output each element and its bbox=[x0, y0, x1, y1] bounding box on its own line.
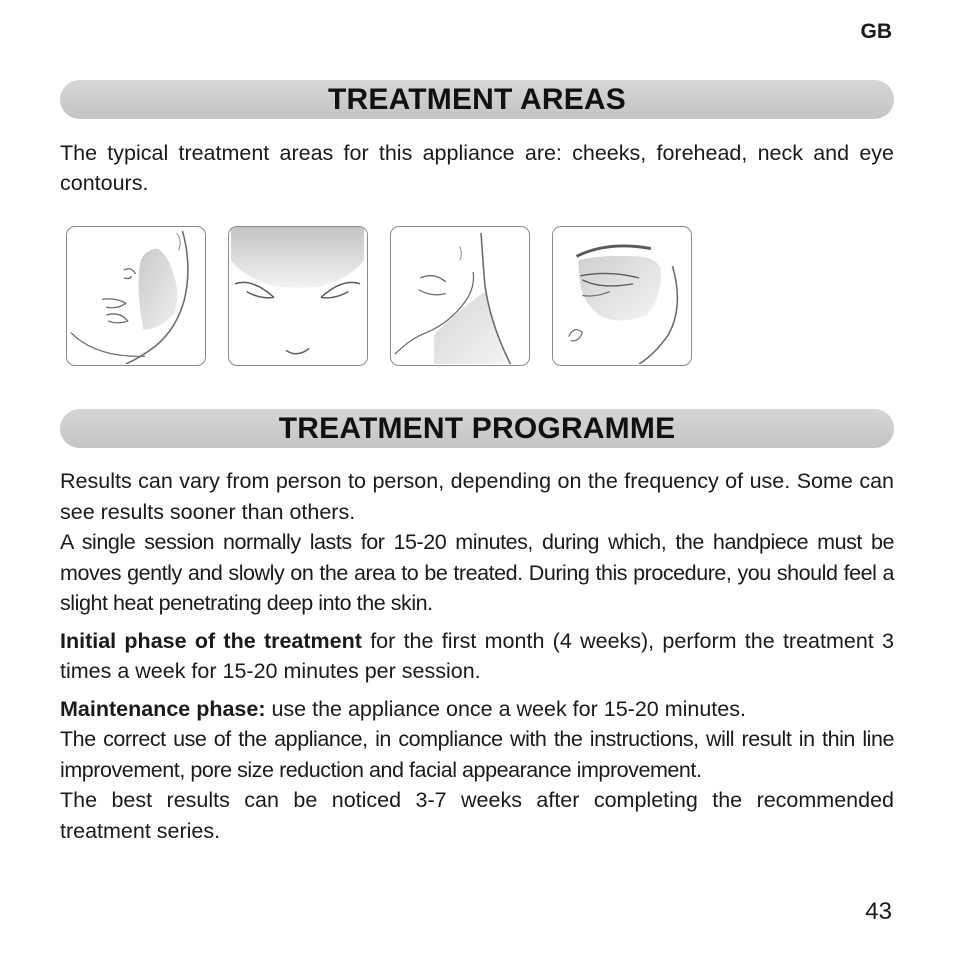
page-number: 43 bbox=[865, 898, 892, 925]
maintenance-phase-paragraph bbox=[60, 694, 894, 725]
results-paragraph: Results can vary from person to person, depending on the frequency of use. Some can see results sooner than others. bbox=[60, 469, 894, 524]
section-title: TREATMENT AREAS bbox=[328, 82, 626, 116]
neck-area-illustration bbox=[390, 226, 530, 366]
session-paragraph: A single session normally lasts for 15-20 minutes, during which, the handpiece must be moves gently and slowly on the area to be treated. During this procedure, you should feel a slight heat penetrating deep into the skin. bbox=[60, 530, 894, 615]
section-header-treatment-areas bbox=[60, 80, 894, 119]
treatment-programme-body bbox=[60, 466, 894, 846]
treatment-area-illustrations bbox=[66, 226, 692, 366]
section-header-treatment-programme bbox=[60, 409, 894, 448]
best-results-paragraph: The best results can be noticed 3-7 weeks after completing the recommended treatment series. bbox=[60, 788, 894, 843]
maintenance-phase-label: Maintenance phase: bbox=[60, 696, 266, 721]
section-title: TREATMENT PROGRAMME bbox=[278, 411, 676, 445]
eye-contour-area-illustration bbox=[552, 226, 692, 366]
initial-phase-paragraph bbox=[60, 626, 894, 687]
treatment-areas-intro: The typical treatment areas for this appliance are: cheeks, forehead, neck and eye contours. bbox=[60, 141, 894, 195]
cheek-area-illustration bbox=[66, 226, 206, 366]
initial-phase-label: Initial phase of the treatment bbox=[60, 628, 362, 653]
maintenance-phase-text: use the appliance once a week for 15-20 minutes. bbox=[265, 696, 746, 721]
forehead-area-icon bbox=[229, 227, 366, 364]
language-code: GB bbox=[860, 20, 892, 43]
forehead-area-illustration bbox=[228, 226, 368, 366]
improvement-paragraph: The correct use of the appliance, in compliance with the instructions, will result in thin line improvement, pore size reduction and facial appearance improvement. bbox=[60, 727, 894, 782]
cheek-area-icon bbox=[67, 227, 204, 364]
neck-area-icon bbox=[391, 227, 528, 364]
initial-phase-text: for the first month (4 weeks), perform the treatment 3 times a week for 15-20 minutes per session. bbox=[60, 628, 895, 683]
eye-contour-area-icon bbox=[553, 227, 690, 364]
